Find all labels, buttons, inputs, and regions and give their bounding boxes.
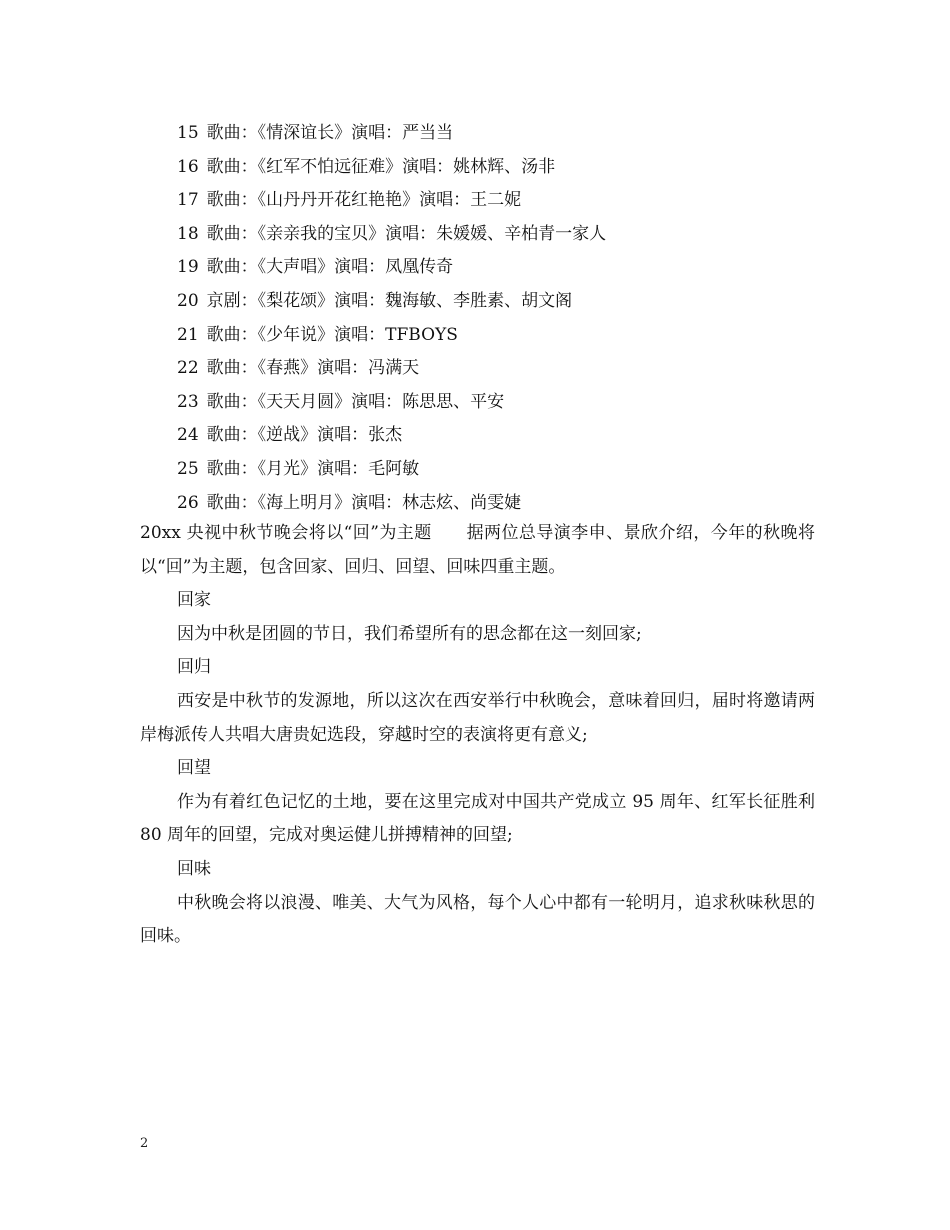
- item-text: 歌曲：《春燕》演唱：冯满天: [206, 358, 420, 379]
- list-item: [177, 487, 817, 521]
- article-body: [140, 517, 815, 954]
- item-text: 歌曲：《情深谊长》演唱：严当当: [206, 123, 454, 143]
- list-item: [177, 285, 817, 319]
- section-heading: 回望: [177, 758, 211, 779]
- item-text: 歌曲：《大声唱》演唱：凤凰传奇: [206, 257, 454, 278]
- item-number: 22: [177, 358, 199, 379]
- list-item: [177, 117, 817, 151]
- item-number: 18: [177, 223, 199, 244]
- item-text: 歌曲：《少年说》演唱：TFBOYS: [206, 324, 458, 345]
- item-number: 23: [177, 391, 199, 412]
- item-text: 歌曲：《红军不怕远征难》演唱：姚林辉、汤非: [206, 156, 556, 177]
- list-item: [177, 251, 817, 285]
- intro-paragraph: 20xx 央视中秋节晚会将以“回”为主题 据两位总导演李申、景欣介绍，今年的秋晚将以“回”为主题，包含回家、回归、回望、回味四重主题。: [140, 523, 815, 577]
- item-number: 17: [177, 190, 199, 211]
- page-number: 2: [140, 1136, 149, 1151]
- item-text: 歌曲：《月光》演唱：毛阿敏: [206, 458, 420, 479]
- section-heading: 回味: [177, 858, 211, 879]
- section-paragraph: 西安是中秋节的发源地，所以这次在西安举行中秋晚会，意味着回归，届时将邀请两岸梅派传人共唱大唐贵妃选段，穿越时空的表演将更有意义;: [140, 690, 815, 745]
- list-item: [177, 419, 817, 453]
- item-number: 19: [177, 257, 199, 278]
- item-text: 歌曲：《山丹丹开花红艳艳》演唱：王二妮: [206, 190, 522, 211]
- item-number: 16: [177, 156, 199, 177]
- list-item: [177, 352, 817, 386]
- section-paragraph: 因为中秋是团圆的节日，我们希望所有的思念都在这一刻回家;: [177, 623, 642, 644]
- item-number: 24: [177, 425, 199, 446]
- item-text: 歌曲：《逆战》演唱：张杰: [206, 425, 403, 446]
- program-list: [177, 117, 817, 520]
- list-item: [177, 151, 817, 185]
- item-number: 21: [177, 324, 199, 345]
- item-text: 京剧：《梨花颂》演唱：魏海敏、李胜素、胡文阁: [206, 290, 573, 311]
- section-paragraph: 中秋晚会将以浪漫、唯美、大气为风格，每个人心中都有一轮明月，追求秋味秋思的回味。: [140, 892, 815, 947]
- list-item: [177, 218, 817, 252]
- item-number: 25: [177, 458, 199, 479]
- item-text: 歌曲：《天天月圆》演唱：陈思思、平安: [206, 391, 505, 412]
- section-heading: 回家: [177, 590, 211, 611]
- item-text: 歌曲：《亲亲我的宝贝》演唱：朱媛媛、辛柏青一家人: [206, 223, 607, 244]
- item-text: 歌曲：《海上明月》演唱：林志炫、尚雯婕: [206, 492, 522, 513]
- section-paragraph: 作为有着红色记忆的土地，要在这里完成对中国共产党成立 95 周年、红军长征胜利 80 周年的回望，完成对奥运健儿拼搏精神的回望;: [140, 791, 815, 846]
- item-number: 26: [177, 492, 199, 513]
- list-item: [177, 453, 817, 487]
- item-number: 15: [177, 123, 199, 143]
- list-item: [177, 319, 817, 353]
- list-item: [177, 386, 817, 420]
- section-heading: 回归: [177, 657, 211, 678]
- item-number: 20: [177, 290, 199, 311]
- list-item: [177, 184, 817, 218]
